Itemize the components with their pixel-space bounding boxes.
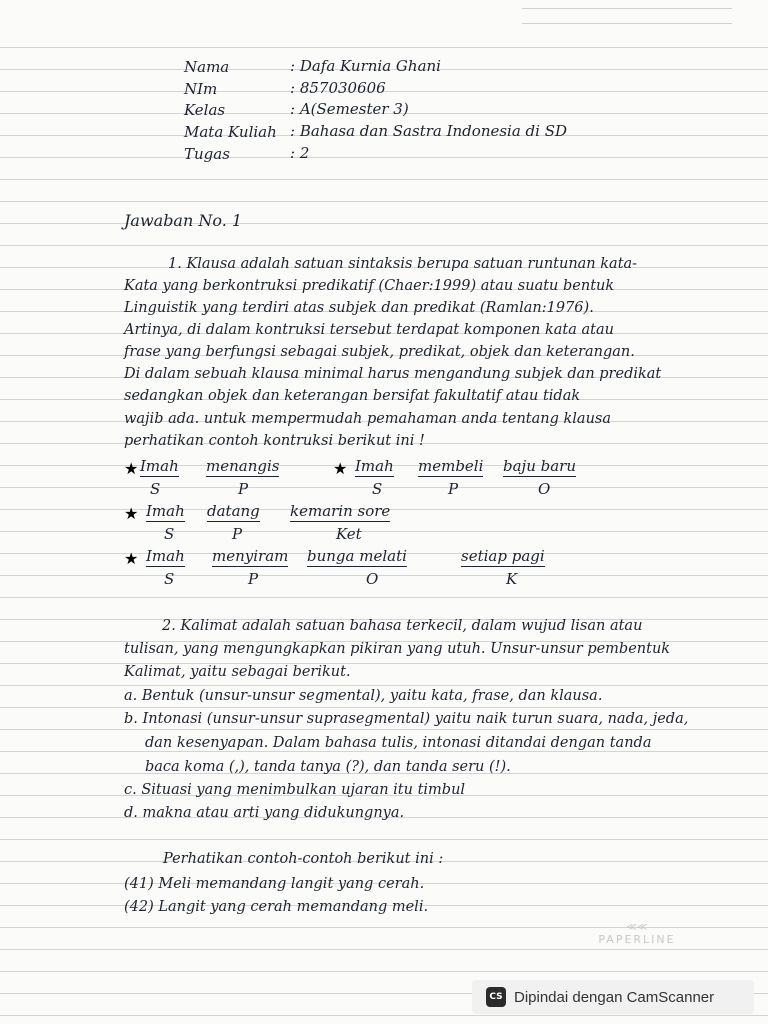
example-word: Imah bbox=[140, 457, 179, 475]
example-tag: S bbox=[150, 480, 161, 498]
s2-line: b. Intonasi (unsur-unsur suprasegmental) yaitu naik turun suara, nada, jeda, bbox=[124, 711, 689, 727]
example-word: baju baru bbox=[503, 457, 577, 475]
star-icon: ★ bbox=[124, 549, 139, 568]
example-tag: P bbox=[448, 480, 459, 498]
paperline-watermark bbox=[592, 922, 682, 946]
example-tag: Ket bbox=[336, 525, 362, 543]
example-word: Imah bbox=[355, 457, 394, 475]
example-tag: K bbox=[506, 570, 518, 588]
camscanner-text: Dipindai dengan CamScanner bbox=[514, 988, 715, 1006]
s2-line: Kalimat, yaitu sebagai berikut. bbox=[124, 664, 351, 680]
value-mata-kuliah: : Bahasa dan Sastra Indonesia di SD bbox=[290, 122, 568, 140]
example-word: membeli bbox=[418, 457, 484, 475]
example-tag: P bbox=[238, 480, 249, 498]
example-word: setiap pagi bbox=[461, 547, 545, 565]
example-tag: P bbox=[248, 570, 259, 588]
example-tag: S bbox=[164, 525, 175, 543]
label-kelas: Kelas bbox=[184, 101, 226, 119]
example-word: bunga melati bbox=[307, 547, 407, 565]
label-mata-kuliah: Mata Kuliah bbox=[184, 123, 277, 141]
s1-line: Linguistik yang terdiri atas subjek dan predikat (Ramlan:1976). bbox=[124, 300, 594, 316]
camscanner-badge bbox=[472, 980, 754, 1014]
example-word: Imah bbox=[146, 547, 185, 565]
answer-heading: Jawaban No. 1 bbox=[124, 211, 243, 230]
label-tugas: Tugas bbox=[184, 145, 230, 163]
example-tag: O bbox=[366, 570, 379, 588]
example-tag: P bbox=[232, 525, 243, 543]
label-nim: NIm bbox=[184, 80, 218, 98]
example-word: datang bbox=[207, 502, 260, 520]
example-tag: S bbox=[164, 570, 175, 588]
s1-line: 1. Klausa adalah satuan sintaksis berupa satuan runtunan kata- bbox=[168, 256, 638, 272]
label-nama: Nama bbox=[184, 58, 230, 76]
date-box bbox=[522, 8, 732, 38]
example-word: menyiram bbox=[212, 547, 289, 565]
s2-line: d. makna atau arti yang didukungnya. bbox=[124, 805, 405, 821]
value-tugas: : 2 bbox=[290, 144, 310, 162]
star-icon: ★ bbox=[124, 504, 139, 523]
s1-line: Di dalam sebuah klausa minimal harus mengandung subjek dan predikat bbox=[124, 366, 662, 382]
value-kelas: : A(Semester 3) bbox=[290, 100, 409, 118]
camscanner-logo-icon: CS bbox=[486, 987, 506, 1007]
s1-line: sedangkan objek dan keterangan bersifat fakultatif atau tidak bbox=[124, 388, 581, 404]
example-word: kemarin sore bbox=[290, 502, 391, 520]
s1-line: Kata yang berkontruksi predikatif (Chaer:1999) atau suatu bentuk bbox=[124, 278, 615, 294]
s2-line: dan kesenyapan. Dalam bahasa tulis, intonasi ditandai dengan tanda bbox=[145, 735, 652, 751]
paperline-text: PAPERLINE bbox=[598, 933, 676, 946]
example-word: menangis bbox=[206, 457, 280, 475]
s2-line: (41) Meli memandang langit yang cerah. bbox=[124, 876, 425, 892]
paperline-mark: ≪≪ bbox=[626, 922, 648, 933]
s2-line: (42) Langit yang cerah memandang meli. bbox=[124, 899, 429, 915]
s1-line: wajib ada. untuk mempermudah pemahaman anda tentang klausa bbox=[124, 411, 611, 427]
example-tag: S bbox=[372, 480, 383, 498]
star-icon: ★ bbox=[333, 459, 348, 478]
s2-line: baca koma (,), tanda tanya (?), dan tanda seru (!). bbox=[145, 759, 511, 775]
value-nama: : Dafa Kurnia Ghani bbox=[290, 57, 441, 75]
s2-line: c. Situasi yang menimbulkan ujaran itu timbul bbox=[124, 782, 466, 798]
s1-line: Artinya, di dalam kontruksi tersebut terdapat komponen kata atau bbox=[124, 322, 614, 338]
star-icon: ★ bbox=[124, 459, 139, 478]
example-word: Imah bbox=[146, 502, 185, 520]
s1-line: frase yang berfungsi sebagai subjek, predikat, objek dan keterangan. bbox=[124, 344, 635, 360]
s2-line: a. Bentuk (unsur-unsur segmental), yaitu kata, frase, dan klausa. bbox=[124, 688, 603, 704]
s2-line: Perhatikan contoh-contoh berikut ini : bbox=[163, 851, 444, 867]
s2-line: tulisan, yang mengungkapkan pikiran yang utuh. Unsur-unsur pembentuk bbox=[124, 641, 671, 657]
s2-line: 2. Kalimat adalah satuan bahasa terkecil, dalam wujud lisan atau bbox=[162, 618, 643, 634]
s1-line: perhatikan contoh kontruksi berikut ini ! bbox=[124, 433, 425, 449]
example-tag: O bbox=[538, 480, 551, 498]
value-nim: : 857030606 bbox=[290, 79, 386, 97]
